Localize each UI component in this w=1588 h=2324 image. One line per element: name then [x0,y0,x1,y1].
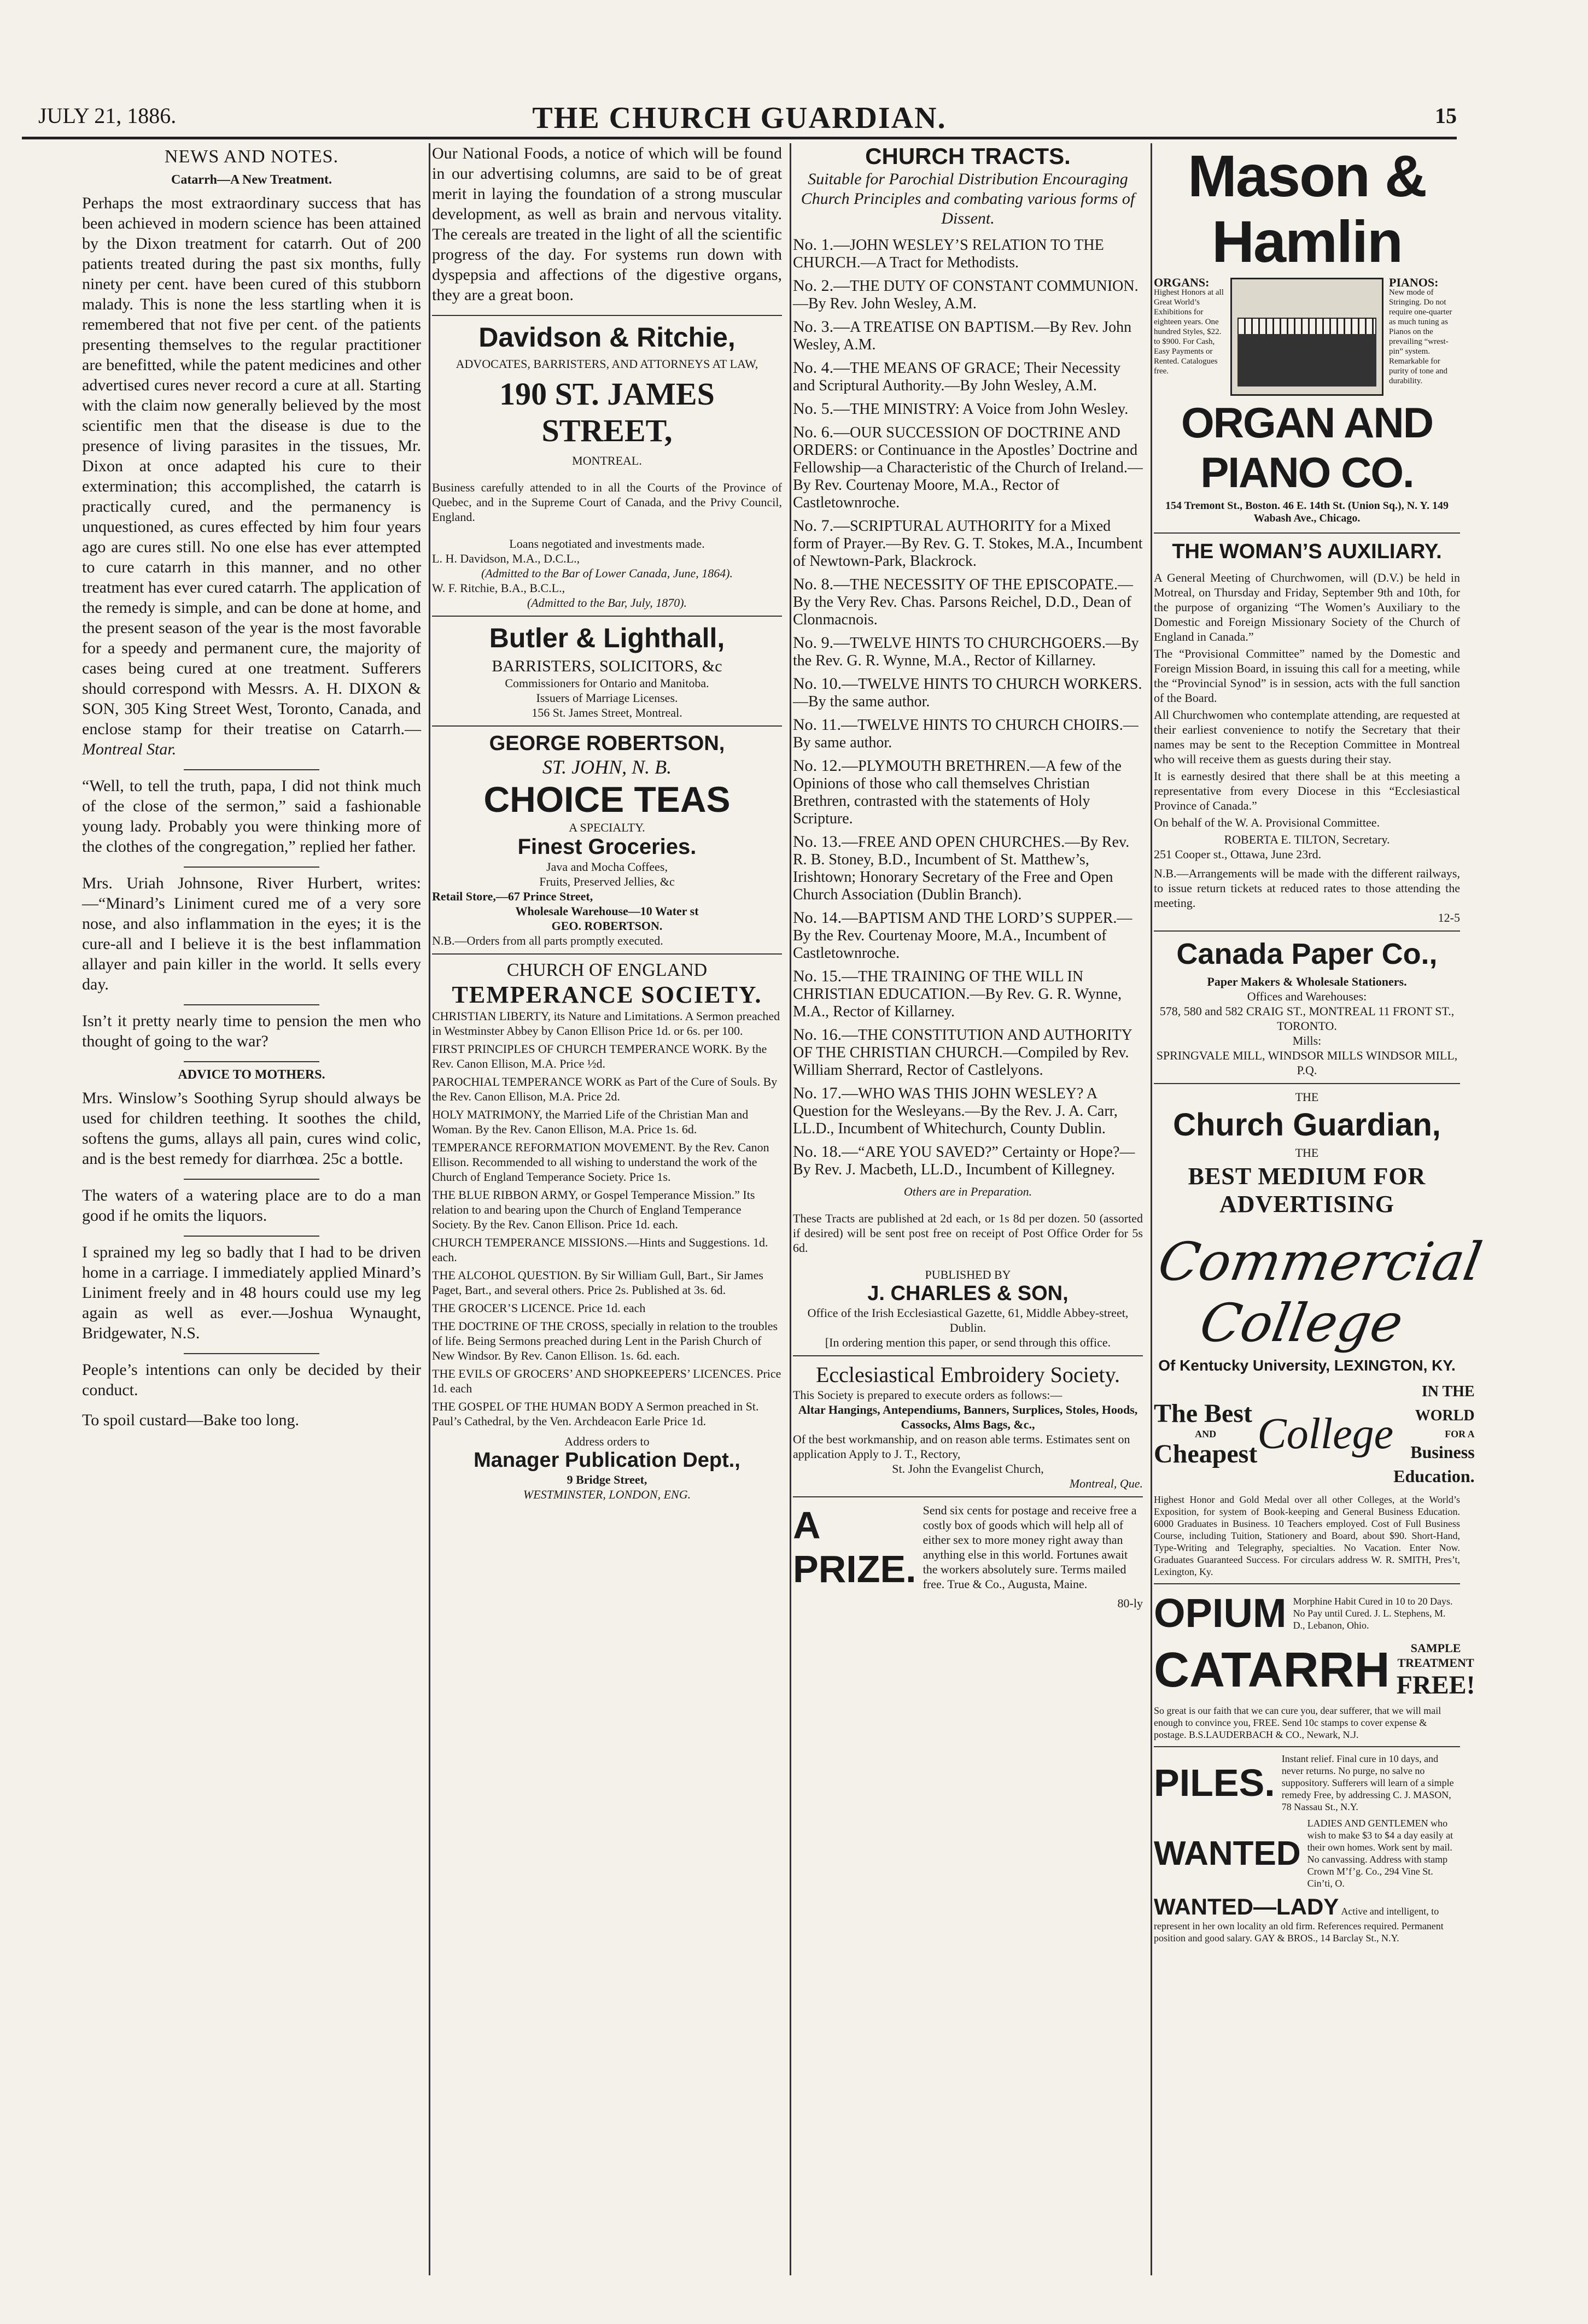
davidson-city: MONTREAL. [572,454,642,467]
custard-item: To spoil custard—Bake too long. [82,1411,300,1429]
tracts-title: CHURCH TRACTS. [865,143,1071,169]
tract-item [793,1026,1143,1079]
wanted-lady-body: Active and intelligent, to represent in her own locality an old firm. References required. Permanent position and good salary. GAY & BROS., 14 Barclay St., N.Y. [1154,1906,1444,1944]
butler-name: Butler & Lighthall, [489,623,725,653]
prize-heading: A PRIZE. [793,1504,916,1590]
tract-title: FREE AND OPEN CHURCHES.—By Rev. R. B. Stoney, B.D., Incumbent of St. Matthew’s, Irishtown; Honorary Secretary of the Free and Open Church Association (Dublin Branch). [793,834,1130,903]
aux-body-4: It is earnestly desired that there shall be at this meeting a representative from every Diocese in this “Ecclesiastical Province of Canada.” [1154,769,1460,812]
newspaper-title: THE CHURCH GUARDIAN. [532,101,947,135]
news-section-title: NEWS AND NOTES. [164,147,339,167]
mills-list: SPRINGVALE MILL, WINDSOR MILLS WINDSOR MILL, P.Q. [1156,1049,1458,1077]
commercial-college-title: Commercial College [1154,1231,1487,1354]
tract-number: No. 10.— [793,675,859,693]
tract-title: SCRIPTURAL AUTHORITY for a Mixed form of Prayer.—By Rev. G. T. Stokes, M.A., Incumbent of Newtown-Park, Blackrock. [793,518,1143,570]
catarrh-heading: Catarrh—A New Treatment. [171,173,332,187]
prize-ad [793,1503,1143,1591]
catarrh-offer [1397,1641,1475,1700]
tract-title: THE DUTY OF CONSTANT COMMUNION.—By Rev. John Wesley, A.M. [793,278,1139,312]
tracts-list [793,236,1143,1179]
sample-treatment: SAMPLE TREATMENT [1397,1641,1474,1670]
tract-number: No. 6.— [793,423,850,441]
divider [184,1061,319,1062]
catarrh-source: Montreal Star. [82,740,177,758]
temperance-item: CHURCH TEMPERANCE MISSIONS.—Hints and Suggestions. 1d. each. [432,1236,768,1264]
sprained-item: I sprained my leg so badly that I had to be driven home in a carriage. I immediately applied Minard’s Liniment freely and in 48 hours could use my leg again as well as ever.—Joshua Wynaught, Bridgewater, N.S. [82,1243,421,1342]
tract-number: No. 4.— [793,359,850,377]
ordering-note: [In ordering mention this paper, or send through this office. [825,1336,1111,1349]
tract-title: TWELVE HINTS TO CHURCH CHOIRS.—By same author. [793,717,1139,751]
temperance-society: TEMPERANCE SOCIETY. [452,981,762,1008]
watering-item: The waters of a watering place are to do a man good if he omits the liquors. [82,1186,421,1225]
temperance-item: THE EVILS OF GROCERS’ AND SHOPKEEPERS’ LICENCES. Price 1d. each [432,1367,781,1395]
wanted-lady-ad [1154,1894,1460,1944]
tract-item [793,318,1143,354]
tract-item [793,1143,1143,1179]
aux-address: 251 Cooper st., Ottawa, June 23rd. [1154,847,1322,861]
divider [793,1355,1143,1356]
masthead [22,98,1457,139]
temperance-item: THE ALCOHOL QUESTION. By Sir William Gull, Bart., Sir James Paget, Bart., and several others. Price 2s. Published at 3s. 6d. [432,1268,763,1297]
national-foods-item: Our National Foods, a notice of which will be found in our advertising columns, are said to be of great merit in laying the foundation of a strong muscular development, as well as brain and nervous vitality. The cereals are treated in the light of all the scientific progress of the day. For systems run down with dyspepsia and affections of the digestive organs, they are a great boon. [432,144,782,304]
for-a: FOR A [1445,1429,1475,1439]
divider [184,1353,319,1354]
tract-title: THE CONSTITUTION AND AUTHORITY OF THE CHRISTIAN CHURCH.—Compiled by Rev. William Sherrard, Rector of Castlelyons. [793,1027,1132,1079]
womans-auxiliary-title: THE WOMAN’S AUXILIARY. [1172,540,1442,563]
tract-item [793,833,1143,904]
tract-title: A TREATISE ON BAPTISM.—By Rev. John Wesley, A.M. [793,319,1132,353]
butler-address: 156 St. James Street, Montreal. [532,706,682,719]
intentions-item: People’s intentions can only be decided by their conduct. [82,1361,421,1399]
tract-title: PLYMOUTH BRETHREN.—A few of the Opinions of those who call themselves Christian Brethren, contrasted with the statements of Holy Scripture. [793,758,1122,827]
opium-ad [1154,1590,1460,1636]
tract-number: No. 14.— [793,909,859,927]
piles-body: Instant relief. Final cure in 10 days, and never returns. No purge, no salve no suppository. Sufferers will learn of a simple remedy Free, by addressing C. J. MASON, 78 Nassau St., N.Y. [1281,1753,1454,1812]
specialty: A SPECIALTY. [569,821,645,834]
divider [184,769,319,770]
prize-code: 80-ly [1117,1596,1143,1610]
divider [184,1236,319,1237]
robertson-name: GEORGE ROBERTSON, [489,732,725,755]
best-medium: BEST MEDIUM FOR ADVERTISING [1188,1163,1426,1217]
tract-number: No. 11.— [793,716,858,734]
tract-number: No. 15.— [793,967,859,985]
canada-paper-title: Canada Paper Co., [1176,938,1438,970]
offices-address: 578, 580 and 582 CRAIG ST., MONTREAL 11 FRONT ST., TORONTO. [1159,1004,1455,1033]
davidson-street: 190 ST. JAMES STREET, [499,376,715,448]
fruits: Fruits, Preserved Jellies, &c [539,875,675,888]
tract-number: No. 1.— [793,236,850,254]
st-john-church: St. John the Evangelist Church, [892,1462,1044,1476]
mason-addresses: 154 Tremont St., Boston. 46 E. 14th St. (Union Sq.), N. Y. 149 Wabash Ave., Chicago. [1165,500,1449,524]
tract-title: JOHN WESLEY’S RELATION TO THE CHURCH.—A Tract for Methodists. [793,237,1104,271]
temperance-item: CHRISTIAN LIBERTY, its Nature and Limitations. A Sermon preached in Westminster Abbey by Canon Ellison Price 1d. or 6s. per 100. [432,1009,780,1038]
davidson-partner-2: W. F. Ritchie, B.A., B.C.L., [432,581,565,595]
robertson-city: ST. JOHN, N. B. [542,756,672,778]
kentucky-university: Of Kentucky University, LEXINGTON, KY. [1158,1357,1456,1374]
westminster: WESTMINSTER, LONDON, ENG. [523,1488,691,1501]
the-label-2: THE [1295,1146,1319,1160]
butler-commissioners: Commissioners for Ontario and Manitoba. [505,676,709,690]
tract-number: No. 9.— [793,634,850,652]
embroidery-title: Ecclesiastical Embroidery Society. [815,1362,1120,1387]
coe-heading: CHURCH OF ENGLAND [506,960,708,980]
in-the-world: IN THE WORLD [1415,1383,1475,1424]
cheapest-label: Cheapest [1154,1439,1258,1468]
piles-ad [1154,1753,1460,1813]
organs-info [1154,278,1225,396]
catarrh-body: Perhaps the most extraordinary success that has been achieved in modern science has been attained by the Dixon treatment for catarrh. Out of 200 patients treated during the past six months, fully ninety per cent. have been cured of this stubborn malady. This is none the less startling when it is remembered that not five per cent. of the patients presenting themselves to the regular practitioner are benefitted, while the patent medicines and other advertised cures never record a cure at all. Starting with the claim now generally believed by the most scientific men that the disease is due to the presence of living parasites in the tissues, Mr. Dixon at once adapted his cure to their extermination; this accomplished, the catarrh is practically cured, and the permanency is unquestioned, as cures effected by him four years ago are cures still. No one else has ever attempted to cure catarrh in this manner, and no other treatment has ever cured catarrh. The application of the remedy is simple, and can be done at home, and the present season of the year is the most favorable for a speedy and permanent cure, the majority of cases being cured at one treatment. Sufferers should correspond with Messrs. A. H. DIXON & SON, 305 King Street West, Toronto, Canada, and enclose stamp for their treatise on Catarrh.— [82,194,421,738]
tracts-others: Others are in Preparation. [903,1185,1032,1198]
temperance-item: FIRST PRINCIPLES OF CHURCH TEMPERANCE WORK. By the Rev. Canon Ellison, M.A. Price ½d. [432,1042,767,1070]
wanted-ad [1154,1817,1460,1889]
tract-item [793,634,1143,670]
divider [793,1496,1143,1497]
davidson-partner-1-note: (Admitted to the Bar of Lower Canada, June, 1864). [481,566,733,580]
tract-title: “ARE YOU SAVED?” Certainty or Hope?—By Rev. J. Macbeth, LL.D., Incumbent of Killegney. [793,1144,1135,1178]
tract-number: No. 12.— [793,757,859,775]
prize-body: Send six cents for postage and receive free a costly box of goods which will help all of either sex to more money right away than anything else in this world. Fortunes await the workers absolutely sure. Terms mailed free. True & Co., Augusta, Maine. [923,1503,1137,1591]
tract-number: No. 18.— [793,1143,859,1161]
tract-number: No. 2.— [793,277,850,295]
aux-signature: ROBERTA E. TILTON, Secretary. [1224,833,1390,846]
tract-title: WHO WAS THIS JOHN WESLEY? A Question for the Wesleyans.—By the Rev. J. A. Carr, LL.D., Incumbent of Whitechurch, County Dublin. [793,1085,1118,1137]
issue-date: JULY 21, 1886. [38,103,177,128]
butler-issuers: Issuers of Marriage Licenses. [536,691,678,705]
column-tracts [793,143,1152,2275]
divider [432,953,782,955]
davidson-partner-1: L. H. Davidson, M.A., D.C.L., [432,552,580,565]
piano-illustration [1230,278,1383,396]
tracts-price: These Tracts are published at 2d each, or 1s 8d per dozen. 50 (assorted if desired) will be sent post free on receipt of Post Office Order for 5s 6d. [793,1211,1143,1255]
mothers-item: Mrs. Winslow’s Soothing Syrup should always be used for children teething. It soothes the child, softens the gums, allays all pain, cures wind colic, and is the best remedy for diarrhœa. 25c a bottle. [82,1089,421,1168]
tract-number: No. 17.— [793,1084,859,1102]
finest-groceries: Finest Groceries. [517,835,697,859]
divider [432,725,782,727]
organ-piano-ad [1154,278,1460,396]
tract-number: No. 3.— [793,318,850,336]
tract-title: THE MEANS OF GRACE; Their Necessity and Scriptural Authority.—By John Wesley, A.M. [793,360,1121,394]
college-word: College [1257,1409,1394,1458]
tract-item [793,277,1143,313]
manager-publication: Manager Publication Dept., [474,1449,740,1472]
tract-title: TWELVE HINTS TO CHURCHGOERS.—By the Rev. G. R. Wynne, M.A., Rector of Killarney. [793,635,1139,669]
paper-makers: Paper Makers & Wholesale Stationers. [1207,975,1407,988]
tract-item [793,236,1143,272]
tract-number: No. 7.— [793,517,850,535]
robertson-nb: N.B.—Orders from all parts promptly executed. [432,934,663,947]
publisher-name: J. CHARLES & SON, [867,1282,1069,1305]
aux-nb: N.B.—Arrangements will be made with the different railways, to issue return tickets at reduced rates to those attending the meeting. [1154,867,1460,910]
temperance-item: THE DOCTRINE OF THE CROSS, specially in relation to the troubles of life. Being Sermons preached during Lent in the Parish Church of New Windsor. By Rev. Canon Ellison. 1s. 6d. each. [432,1319,778,1362]
aux-body-3: All Churchwomen who contemplate attending, are requested at their earliest convenience to notify the Secretary that their names may be sent to the Reception Committee in Montreal who will receive them as guests during their stay. [1154,708,1460,766]
and-label: AND [1195,1429,1217,1439]
johnsone-item: Mrs. Uriah Johnsone, River Hurbert, writes:—“Minard’s Liniment cured me of a very sore nose, and also inflammation in the eyes; it is the cure-all and I believe it is the best inflammation allayer and pain killer in the world. It sells every day. [82,874,421,993]
tract-title: THE NECESSITY OF THE EPISCOPATE.—By the Very Rev. Chas. Parsons Reichel, D.D., Dean of Clonmacnois. [793,576,1133,628]
divider [1154,1746,1460,1747]
davidson-role: ADVOCATES, BARRISTERS, AND ATTORNEYS AT LAW, [456,357,758,371]
divider [1154,930,1460,932]
page-number: 15 [1435,103,1457,128]
java-coffees: Java and Mocha Coffees, [546,860,668,874]
church-guardian: Church Guardian, [1173,1107,1441,1143]
pianos-info [1389,278,1460,396]
davidson-name: Davidson & Ritchie, [478,322,735,353]
mothers-heading: ADVICE TO MOTHERS. [178,1068,325,1082]
davidson-body: Business carefully attended to in all the Courts of the Province of Quebec, and in the Supreme Court of Canada, and the Privy Council, England. [432,481,782,524]
mason-hamlin-title: Mason & Hamlin [1187,143,1427,274]
tract-item [793,675,1143,711]
embroidery-terms: Of the best workmanship, and on reason able terms. Estimates sent on application Apply to J. T., Rectory, [793,1432,1130,1461]
aux-body-5: On behalf of the W. A. Provisional Committee. [1154,816,1380,829]
tracts-subtitle: Suitable for Parochial Distribution Encouraging Church Principles and combating various forms of Dissent. [801,170,1135,227]
piles-heading: PILES. [1154,1761,1275,1804]
butler-role: BARRISTERS, SOLICITORS, &c [492,657,722,675]
best-label: The Best [1154,1399,1252,1428]
opium-body: Morphine Habit Cured in 10 to 20 Days. No Pay until Cured. J. L. Stephens, M. D., Lebanon, Ohio. [1293,1595,1453,1631]
pianos-label: PIANOS: [1389,276,1439,289]
wanted-heading: WANTED [1154,1834,1301,1872]
robertson-signature: GEO. ROBERTSON. [551,919,663,933]
divider [1154,1083,1460,1084]
piano-keys [1237,318,1376,336]
organs-label: ORGANS: [1154,276,1210,289]
tract-item [793,400,1143,418]
tract-title: TWELVE HINTS TO CHURCH WORKERS.—By the same author. [793,676,1142,710]
davidson-loans: Loans negotiated and investments made. [509,537,705,551]
wholesale-warehouse: Wholesale Warehouse—10 Water st [515,904,699,918]
aux-body-1: A General Meeting of Churchwomen, will (D.V.) be held in Motreal, on Thursday and Friday, September 9th and 10th, for the purpose of organizing “The Women’s Auxiliary to the Domestic and Foreign Missionary Society of the Church of England in Canada.” [1154,571,1460,643]
organ-piano-co: ORGAN AND PIANO CO. [1181,399,1433,496]
college-body: Highest Honor and Gold Medal over all other Colleges, at the World’s Exposition, for system of Book-keeping and General Business Education. 6000 Graduates in Business. 10 Teachers employed. Cost of Full Business Course, including Tuition, Stationery and Board, about $90. Short-Hand, Type-Writing and Telegraphy, specialties. No Vacation. Enter Now. Graduates Guaranteed Success. For circulars address W. R. SMITH, Pres’t, Lexington, Ky. [1154,1494,1460,1577]
world-business [1393,1380,1474,1488]
tract-title: THE TRAINING OF THE WILL IN CHRISTIAN EDUCATION.—By Rev. G. R. Wynne, M.A., Rector of Killarney. [793,968,1122,1020]
pension-item: Isn’t it pretty nearly time to pension the men who thought of going to the war? [82,1012,421,1050]
tract-item [793,968,1143,1021]
temperance-item: THE GOSPEL OF THE HUMAN BODY A Sermon preached in St. Paul’s Cathedral, by the Ven. Archdeacon Earle Price 1d. [432,1400,759,1428]
divider [432,616,782,617]
business-education: Business Education. [1393,1442,1475,1486]
temperance-item: THE BLUE RIBBON ARMY, or Gospel Temperance Mission.” Its relation to and bearing upon the Church of England Temperance Society. By the Rev. Canon Ellison. Price 1d. each. [432,1188,755,1231]
tract-number: No. 8.— [793,575,850,593]
published-by: PUBLISHED BY [925,1268,1011,1281]
embroidery-items: Altar Hangings, Antependiums, Banners, Surplices, Stoles, Hoods, Cassocks, Alms Bags, &c., [798,1403,1138,1431]
retail-store: Retail Store,—67 Prince Street, [432,889,593,903]
tract-number: No. 16.— [793,1026,859,1044]
column-news [82,143,430,2275]
tract-item [793,757,1143,828]
column-ads-left [432,143,791,2275]
divider [184,1004,319,1005]
tract-item [793,909,1143,962]
tract-item [793,576,1143,629]
offices-label: Offices and Warehouses: [1247,990,1367,1003]
temperance-list [432,1009,782,1429]
aux-code: 12-5 [1438,911,1460,924]
opium-heading: OPIUM [1154,1590,1287,1636]
papa-item: “Well, to tell the truth, papa, I did not think much of the close of the sermon,” said a fashionable young lady. Probably you were thinking more of the clothes of the congregation,” replied her father. [82,777,421,856]
divider [1154,532,1460,534]
piano-body [1237,334,1376,387]
tract-title: THE MINISTRY: A Voice from John Wesley. [850,401,1129,418]
embroidery-body: This Society is prepared to execute orders as follows:— [793,1388,1062,1402]
divider [184,1179,319,1180]
tract-title: OUR SUCCESSION OF DOCTRINE AND ORDERS: or Continuance in the Apostles’ Doctrine and Fellowship—a Characteristic of the Church of Ireland.—By Rev. Courtenay Moore, M.A., Rector of Castletownroche. [793,424,1143,511]
temperance-item: TEMPERANCE REFORMATION MOVEMENT. By the Rev. Canon Ellison. Recommended to all wishing to understand the work of the Church of England Temperance Society. Price 1s. [432,1140,769,1184]
temperance-item: HOLY MATRIMONY, the Married Life of the Christian Man and Woman. By the Rev. Canon Ellison, M.A. Price 1s. 6d. [432,1108,749,1136]
wanted-lady-heading: WANTED—LADY [1154,1894,1339,1919]
tract-number: No. 13.— [793,833,859,851]
tract-item [793,1085,1143,1138]
best-college-banner [1154,1380,1475,1488]
montreal-que: Montreal, Que. [1069,1477,1143,1490]
mills-label: Mills: [1292,1034,1322,1047]
divider [184,867,319,868]
bridge-street: 9 Bridge Street, [567,1473,647,1486]
catarrh-ad [1154,1641,1475,1700]
organs-text: Highest Honors at all Great World’s Exhibitions for eighteen years. One hundred Styles, $22. to $900. For Cash, Easy Payments or Rented. Catalogues free. [1154,288,1224,376]
tract-item [793,716,1143,752]
temperance-item: THE GROCER’S LICENCE. Price 1d. each [432,1301,646,1315]
divider [1154,1583,1460,1584]
catarrh-heading-ad: CATARRH [1154,1643,1390,1697]
davidson-partner-2-note: (Admitted to the Bar, July, 1870). [527,596,687,610]
free-label: FREE! [1396,1671,1475,1700]
temperance-item: PAROCHIAL TEMPERANCE WORK as Part of the Cure of Souls. By the Rev. Canon Ellison, M.A. Price 2d. [432,1075,778,1103]
catarrh-article [82,193,421,759]
tract-item [793,424,1143,512]
the-label: THE [1295,1090,1319,1104]
pianos-text: New mode of Stringing. Do not require one-quarter as much tuning as Pianos on the prevailing “wrest-pin” system. Remarkable for purity of tone and durability. [1389,288,1452,385]
wanted-body: LADIES AND GENTLEMEN who wish to make $3 to $4 a day easily at their own homes. Work sent by mail. No canvassing. Address with stamp Crown M’f’g. Co., 294 Vine St. Cin’ti, O. [1307,1818,1453,1889]
publisher-office: Office of the Irish Ecclesiastical Gazette, 61, Middle Abbey-street, Dublin. [807,1306,1129,1334]
tract-title: BAPTISM AND THE LORD’S SUPPER.—By the Rev. Courtenay Moore, M.A., Incumbent of Castletownroche. [793,910,1132,962]
tract-item [793,517,1143,570]
choice-teas: CHOICE TEAS [483,779,731,819]
catarrh-ad-body: So great is our faith that we can cure you, dear sufferer, that we will mail enough to convince you, FREE. Send 10c stamps to cover expense & postage. B.S.LAUDERBACH & CO., Newark, N.J. [1154,1705,1441,1740]
best-cheapest [1154,1400,1257,1468]
column-ads-right [1154,143,1487,2275]
address-orders: Address orders to [564,1435,650,1448]
tract-number: No. 5.— [793,400,850,418]
divider [432,315,782,316]
tract-item [793,359,1143,395]
aux-body-2: The “Provisional Committee” named by the Domestic and Foreign Mission Board, in issuing this call for a meeting, while the “Provincial Synod” is in session, acts with the full sanction of the Board. [1154,647,1460,705]
